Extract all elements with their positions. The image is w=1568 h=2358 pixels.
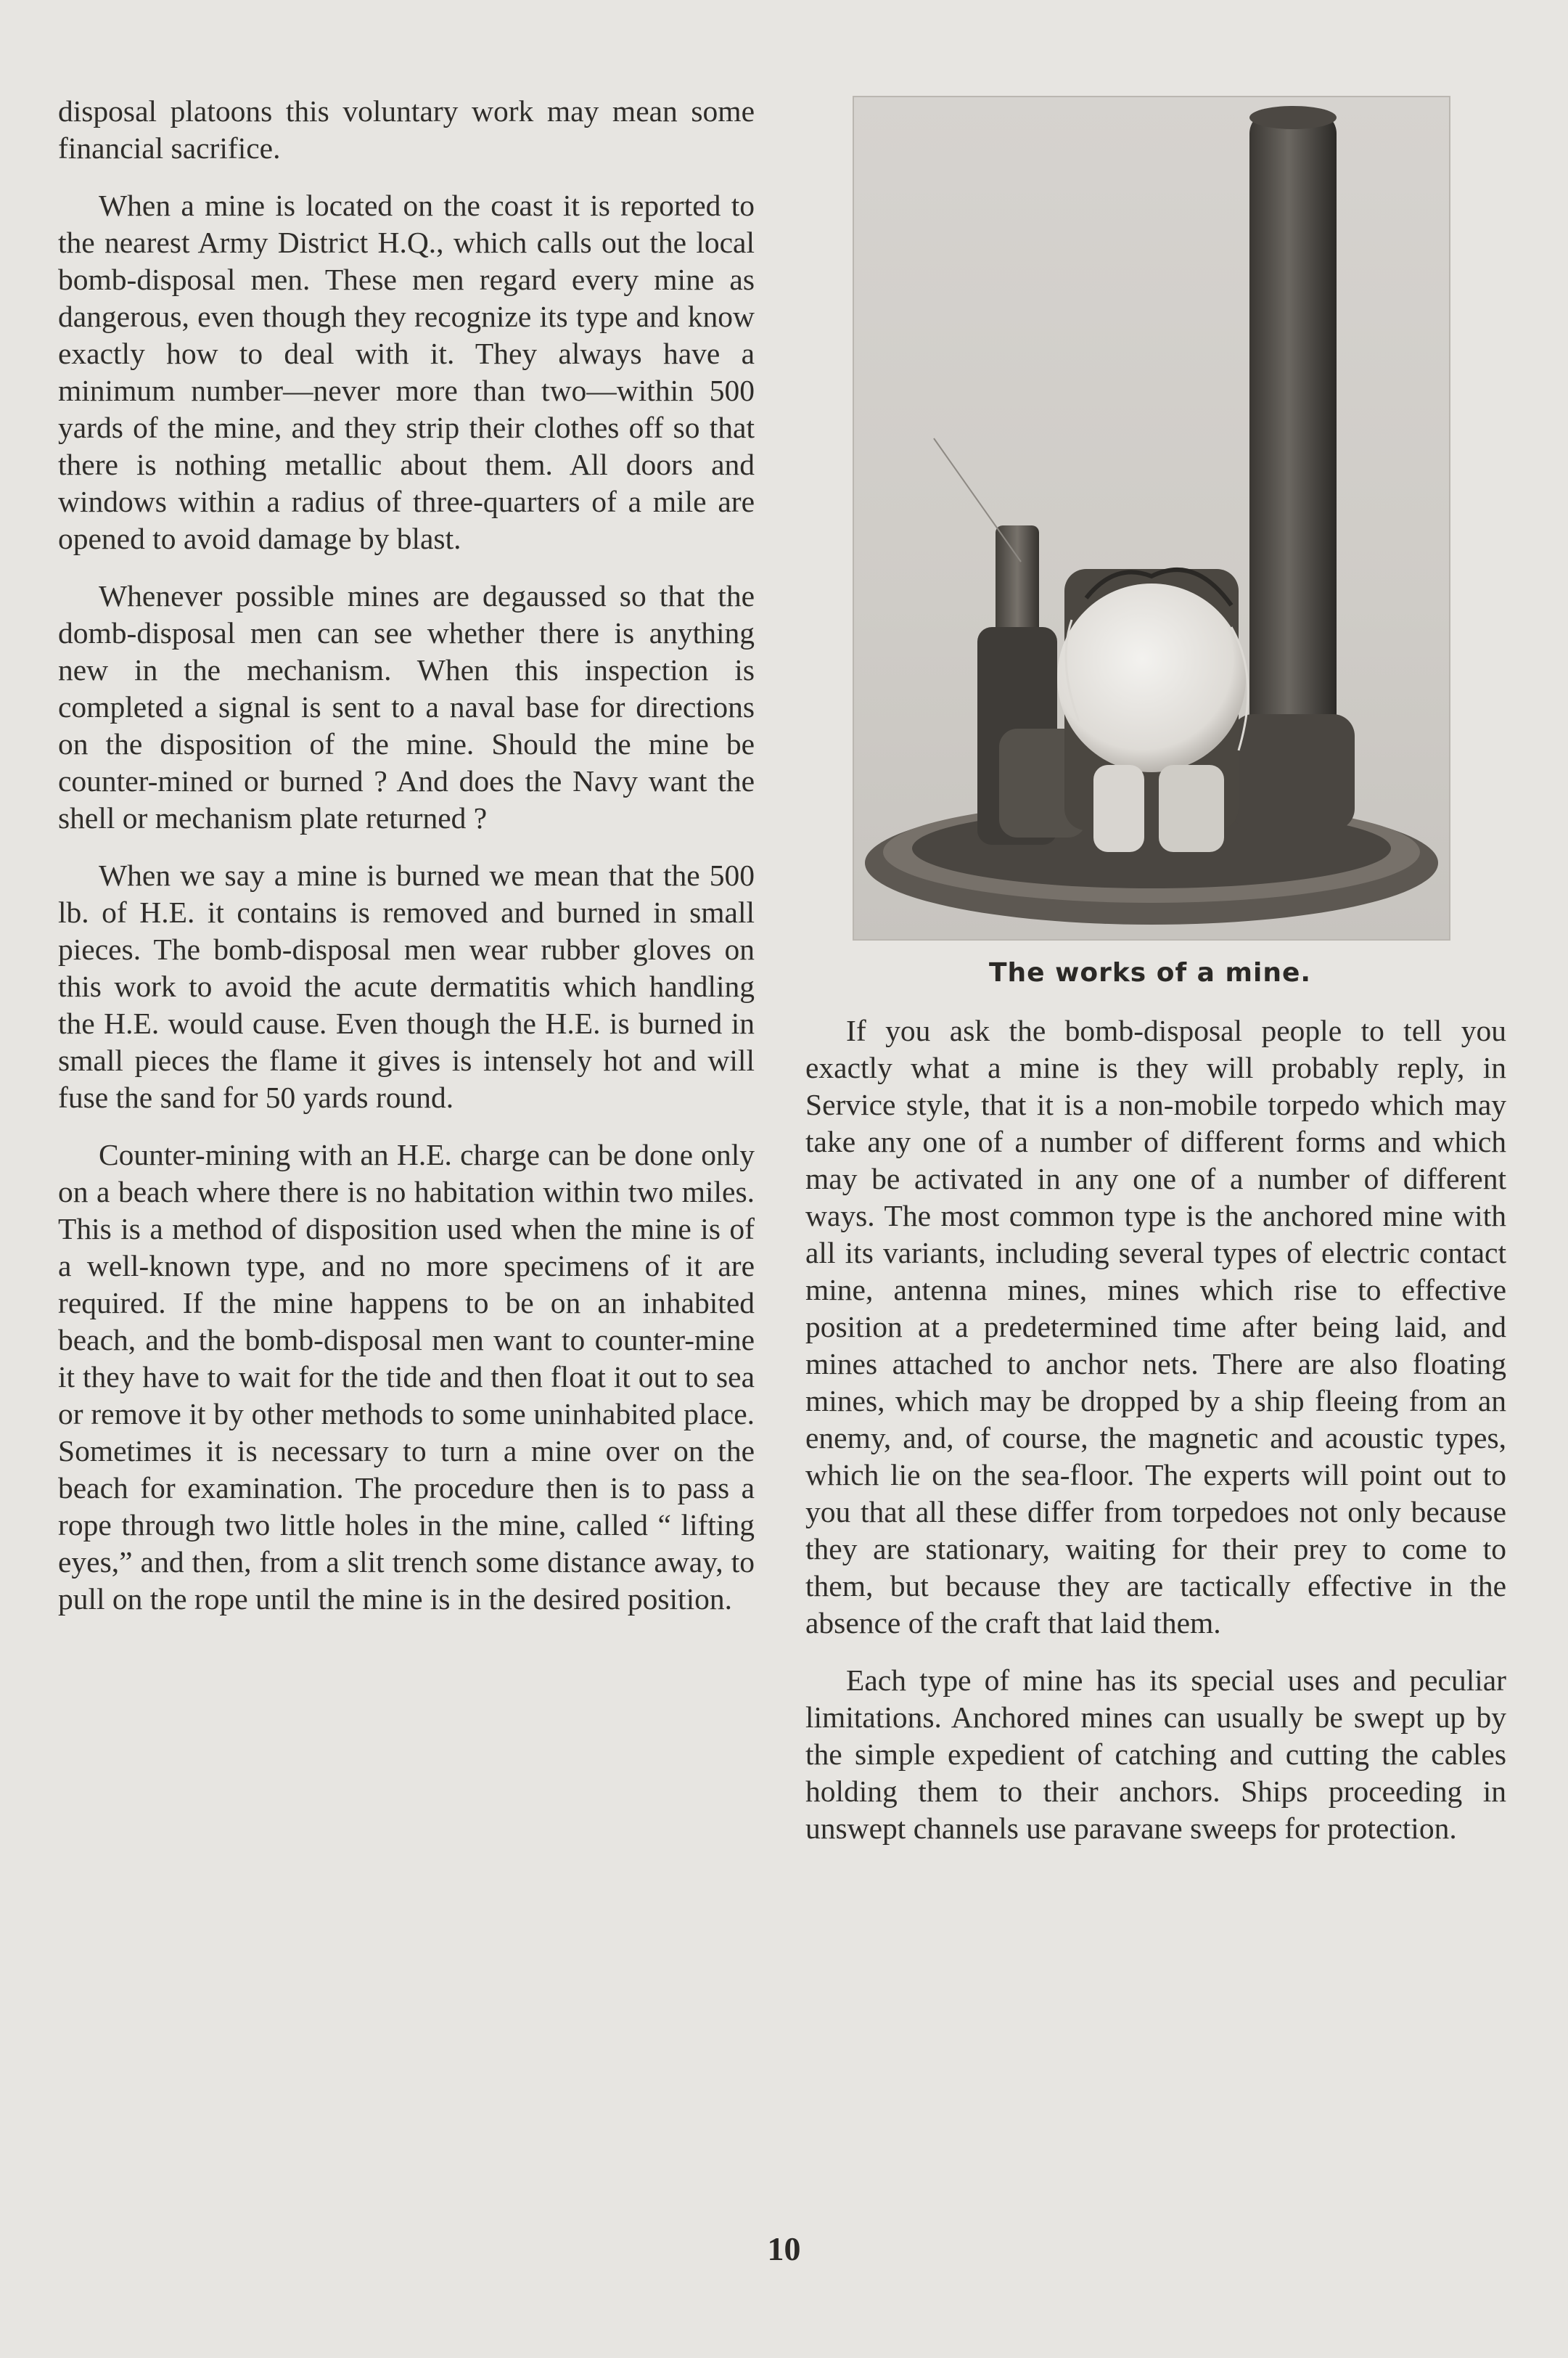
paragraph: When we say a mine is burned we mean that the 500 lb. of H.E. it contains is removed and burned in small pieces. The bomb-disposal men wear rubber gloves on this work to avoid the acute dermatitis which handling the H.E. would cause. Even though the H.E. is burned in small pieces the flame it gives is intensely hot and will fuse the sand for 50 yards round. [58, 859, 755, 1114]
mine-photograph [853, 96, 1448, 938]
page-number: 10 [767, 2230, 801, 2267]
paragraph: Whenever possible mines are degaussed so that the domb-disposal men can see whether there is anything new in the mechanism. When this inspection is completed a signal is sent to a naval base for directions on the disposition of the mine. Should the mine be counter-mined or burned ? And does the Navy want the shell or mechanism plate returned ? [58, 579, 755, 835]
paragraph: Counter-mining with an H.E. charge can be done only on a beach where there is no habitation within two miles. This is a method of disposition used when the mine is of a well-known type, and no more specimens of it are required. If the mine happens to be on an inhabited beach, and the bomb-disposal men want to counter-mine it they have to wait for the tide and then float it out to sea or remove it by other methods to some uninhabited place. Sometimes it is necessary to turn a mine over on the beach for examination. The procedure then is to pass a rope through two little holes in the mine, called “ lifting eyes,” and then, from a slit trench some distance away, to pull on the rope until the mine is in the desired position. [58, 1138, 755, 1616]
right-column [805, 1012, 1506, 1867]
left-column [58, 93, 755, 1638]
paragraph: If you ask the bomb-disposal people to tell you exactly what a mine is they will probably reply, in Service style, that it is a non-mobile torpedo which may take any one of a number of different forms and which may be activated in any one of a number of different ways. The most common type is the anchored mine with all its variants, including several types of electric contact mine, antenna mines, mines which rise to effective position at a predetermined time after being laid, and mines attached to anchor nets. There are also floating mines, which may be dropped by a ship fleeing from an enemy, and, of course, the magnetic and acoustic types, which lie on the sea-floor. The experts will point out to you that all these differ from torpedoes not only because they are stationary, waiting for their prey to come to them, but because they are tactically effective in the absence of the craft that laid them. [805, 1014, 1506, 1639]
mine-mechanism-illustration [854, 97, 1449, 939]
photo-frame [853, 96, 1450, 941]
paragraph: Each type of mine has its special uses and peculiar limitations. Anchored mines can usually be swept up by the simple expedient of catching and cutting the cables holding them to their anchors. Ships proceeding in unswept channels use paravane sweeps for protection. [805, 1663, 1506, 1845]
figure-caption: The works of a mine. [988, 958, 1312, 988]
paragraph: When a mine is located on the coast it is reported to the nearest Army District H.Q., which calls out the local bomb-disposal men. These men regard every mine as dangerous, even though they recognize its type and know exactly how to deal with it. They always have a minimum number—never more than two—within 500 yards of the mine, and they strip their clothes off so that there is nothing metallic about them. All doors and windows within a radius of three-quarters of a mile are opened to avoid damage by blast. [58, 189, 755, 555]
paragraph: disposal platoons this voluntary work may mean some financial sacrifice. [58, 94, 755, 165]
